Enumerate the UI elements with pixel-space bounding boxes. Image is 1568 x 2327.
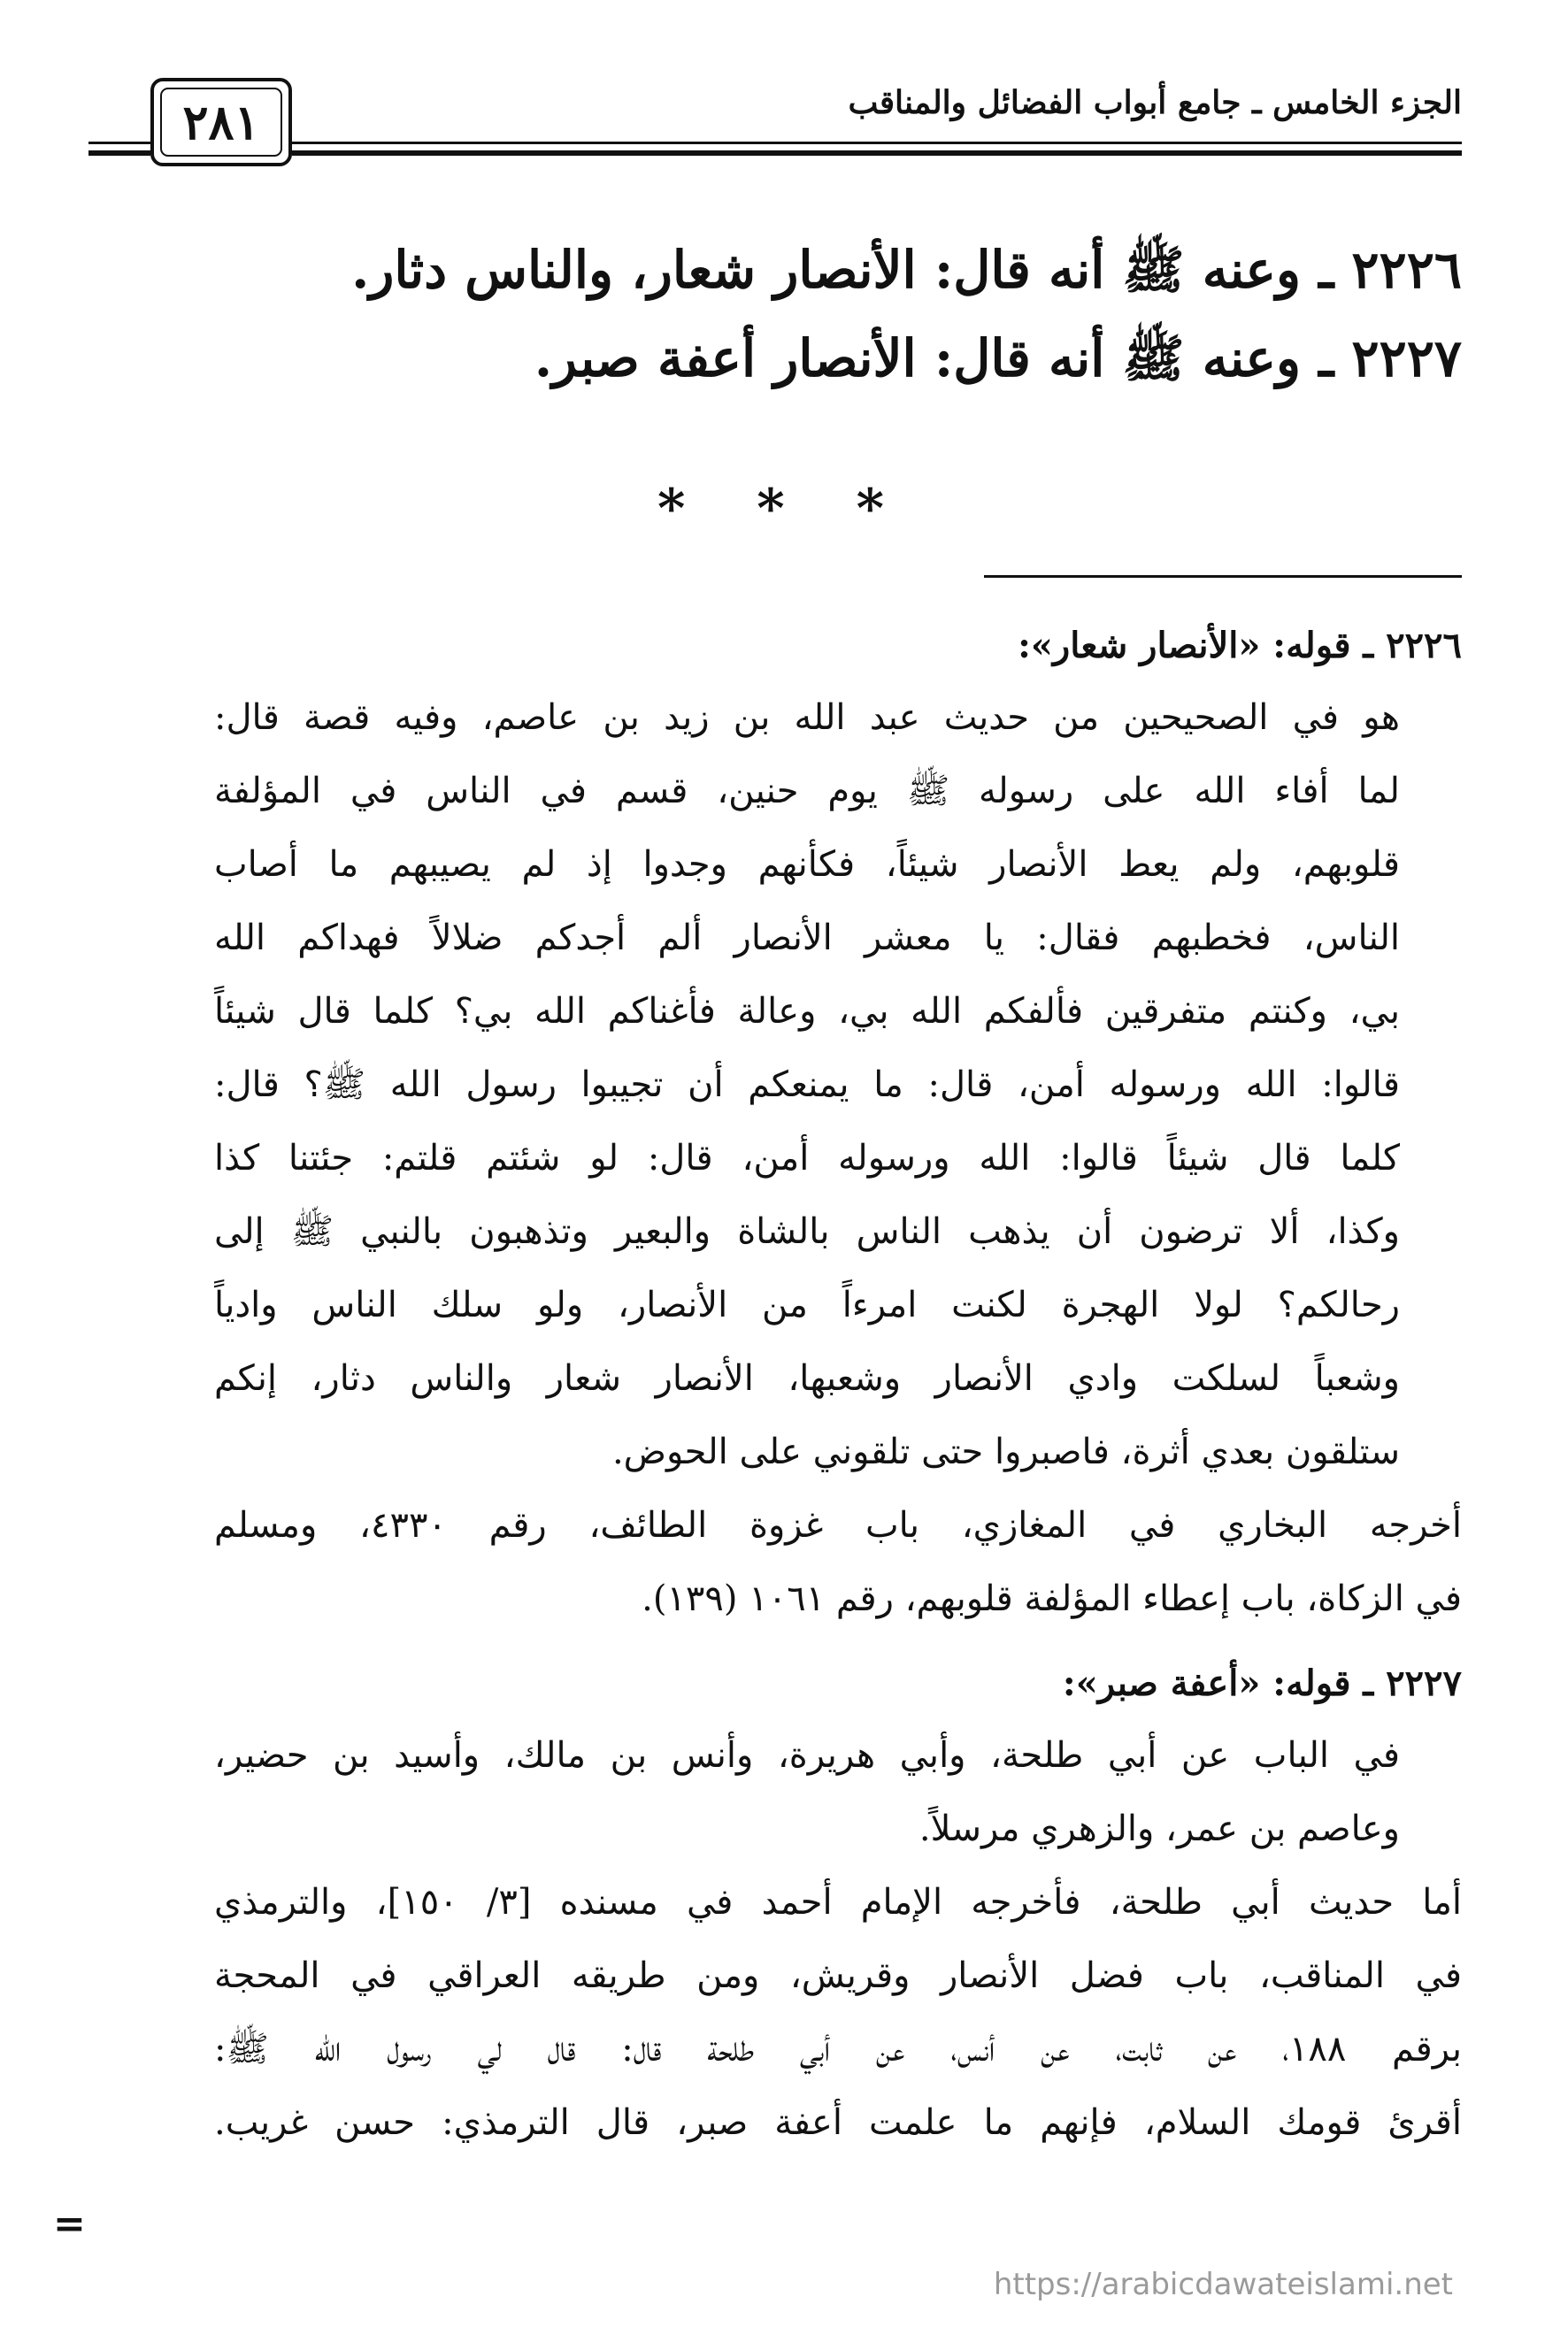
- note-line: لما أفاء الله على رسوله ﷺ يوم حنين، قسم في الناس في المؤلفة: [214, 771, 1400, 811]
- note-line: قالوا: الله ورسوله أمن، قال: ما يمنعكم أن تجيبوا رسول الله ﷺ؟ قال:: [214, 1064, 1400, 1105]
- watermark-url: https://arabicdawateislami.net: [993, 2267, 1453, 2302]
- note-line: في المناقب، باب فضل الأنصار وقريش، ومن طريقه العراقي في المحجة: [214, 1955, 1462, 1996]
- header-rule-top-right: [292, 142, 1462, 144]
- note-line: وشعباً لسلكت وادي الأنصار وشعبها، الأنصار شعار والناس دثار، إنكم: [214, 1358, 1401, 1399]
- note-line: أما حديث أبي طلحة، فأخرجه الإمام أحمد في مسنده [٣/ ١٥٠]، والترمذي: [214, 1882, 1462, 1923]
- footnote-rule: [984, 575, 1462, 578]
- running-title: الجزء الخامس ـ جامع أبواب الفضائل والمناقب: [848, 84, 1462, 121]
- note-line: أخرجه البخاري في المغازي، باب غزوة الطائف، رقم ٤٣٣٠، ومسلم: [214, 1505, 1462, 1546]
- note-line: كلما قال شيئاً قالوا: الله ورسوله أمن، قال: لو شئتم قلتم: جئتنا كذا: [214, 1138, 1400, 1179]
- header-rule-bottom-left: [88, 150, 150, 156]
- hadith-block: [223, 226, 1462, 403]
- hadith-2226: ٢٢٢٦ ـ وعنه ﷺ أنه قال: الأنصار شعار، والناس دثار.: [351, 240, 1462, 300]
- page-number-frame: [150, 78, 292, 166]
- continuation-mark: =: [53, 2201, 86, 2246]
- note-line: الناس، فخطبهم فقال: يا معشر الأنصار ألم أجدكم ضلالاً فهداكم الله: [214, 918, 1400, 958]
- note-heading-2227: ٢٢٢٧ ـ قوله: «أعفة صبر»:: [1062, 1663, 1462, 1704]
- note-heading-2226: ٢٢٢٦ ـ قوله: «الأنصار شعار»:: [1018, 625, 1462, 666]
- note-line: برقم ١٨٨، عن ثابت، عن أنس، عن أبي طلحة قال: قال لي رسول الله ﷺ:: [214, 2029, 1462, 2070]
- note-line: أقرئ قومك السلام، فإنهم ما علمت أعفة صبر، قال الترمذي: حسن غريب.: [214, 2102, 1462, 2143]
- note-line: ستلقون بعدي أثرة، فاصبروا حتى تلقوني على الحوض.: [611, 1432, 1400, 1472]
- note-line: في الزكاة، باب إعطاء المؤلفة قلوبهم، رقم ١٠٦١ (١٣٩).: [642, 1578, 1462, 1619]
- page-number: ٢٨١: [182, 94, 260, 150]
- section-separator: * * *: [657, 478, 911, 540]
- header-rule-top-left: [88, 142, 150, 144]
- note-line: في الباب عن أبي طلحة، وأبي هريرة، وأنس بن مالك، وأسيد بن حضير،: [214, 1735, 1400, 1776]
- note-line: قلوبهم، ولم يعط الأنصار شيئاً، فكأنهم وجدوا إذ لم يصيبهم ما أصاب: [214, 844, 1400, 885]
- commentary: [214, 611, 1462, 2160]
- hadith-2227: ٢٢٢٧ ـ وعنه ﷺ أنه قال: الأنصار أعفة صبر.: [534, 328, 1462, 388]
- note-line: بي، وكنتم متفرقين فألفكم الله بي، وعالة فأغناكم الله بي؟ كلما قال شيئاً: [214, 991, 1400, 1032]
- note-line: وكذا، ألا ترضون أن يذهب الناس بالشاة والبعير وتذهبون بالنبي ﷺ إلى: [214, 1211, 1400, 1252]
- note-line: وعاصم بن عمر، والزهري مرسلاً.: [919, 1809, 1400, 1849]
- note-line: رحالكم؟ لولا الهجرة لكنت امرءاً من الأنصار، ولو سلك الناس وادياً: [214, 1285, 1400, 1325]
- header-rule-bottom-right: [292, 150, 1462, 156]
- note-line: هو في الصحيحين من حديث عبد الله بن زيد بن عاصم، وفيه قصة قال:: [214, 697, 1400, 738]
